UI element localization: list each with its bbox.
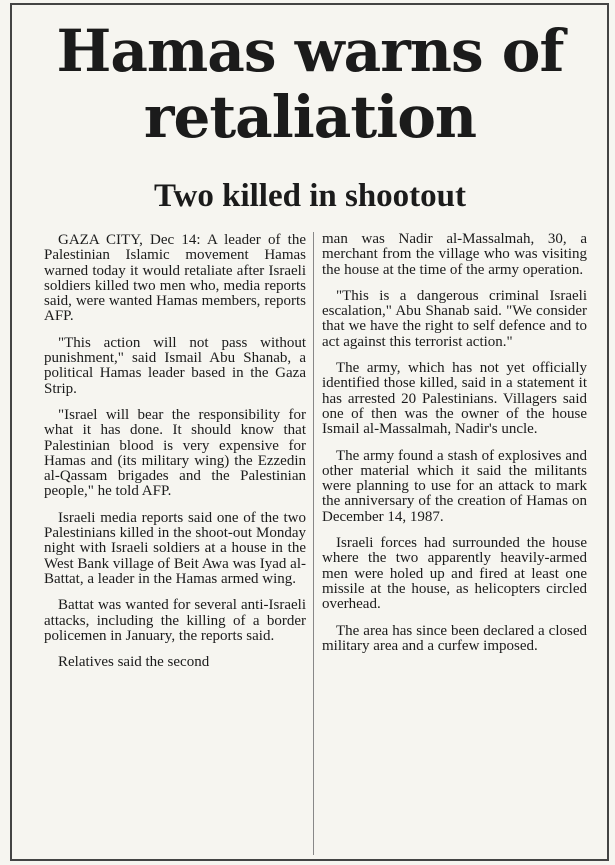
- column-divider: [313, 232, 314, 855]
- right-column: [322, 232, 587, 654]
- paragraph: Battat was wanted for several anti-Israeli attacks, including the killing of a border policemen in January, the reports said.: [44, 597, 306, 644]
- paragraph: [44, 233, 306, 325]
- paragraph: man was Nadir al-Massalmah, 30, a merchant from the village who was visiting the house at the time of the army operation.: [322, 231, 587, 278]
- headline: Hamas warns of retaliation: [56, 17, 564, 151]
- paragraph: The army, which has not yet officially identified those killed, said in a statement it has arrested 20 Palestinians. Villagers said one of then was the owner of the house Ismail al-Massalmah, Nadir's uncle.: [322, 360, 587, 438]
- border-bottom: [10, 859, 609, 861]
- paragraph: Israeli forces had surrounded the house where the two apparently heavily-armed men were holed up and fired at least one missile at the house, as helicopters circled overhead.: [322, 535, 587, 613]
- paragraph: The area has since been declared a closed military area and a curfew imposed.: [322, 622, 587, 654]
- left-column: [44, 233, 306, 670]
- subheadline: Two killed in shootout: [153, 178, 467, 214]
- border-right: [607, 3, 609, 861]
- paragraph: "This action will not pass without punishment," said Ismail Abu Shanab, a political Hamas leader based in the Gaza Strip.: [44, 334, 306, 397]
- border-left: [10, 3, 12, 861]
- paragraph: "This is a dangerous criminal Israeli escalation," Abu Shanab said. "We consider that we have the right to self defence and to act against this terrorist action.": [322, 287, 587, 350]
- paragraph: Israeli media reports said one of the two Palestinians killed in the shoot-out Monday night with Israeli soldiers at a house in the West Bank village of Beit Awa was Iyad al-Battat, a leader in the Hamas armed wing.: [44, 509, 306, 587]
- dateline: GAZA CITY, Dec 14:: [58, 232, 201, 248]
- paragraph: The army found a stash of explosives and other material which it said the militants were planning to use for an attack to mark the anniversary of the creation of Hamas on December 14, 1987.: [322, 447, 587, 525]
- paragraph-text: A leader of the Palestinian Islamic movement Hamas warned today it would retaliate after Israeli soldiers killed two men who, media reports said, were wanted Hamas members, reports AFP.: [44, 232, 306, 325]
- border-top: [10, 3, 609, 5]
- paragraph: "Israel will bear the responsibility for what it has done. It should know that Palestinian blood is very expensive for Hamas and (its military wing) the Ezzedin al-Qassam brigades and the Palestinian people," he told AFP.: [44, 406, 306, 500]
- paragraph: Relatives said the second: [58, 654, 210, 671]
